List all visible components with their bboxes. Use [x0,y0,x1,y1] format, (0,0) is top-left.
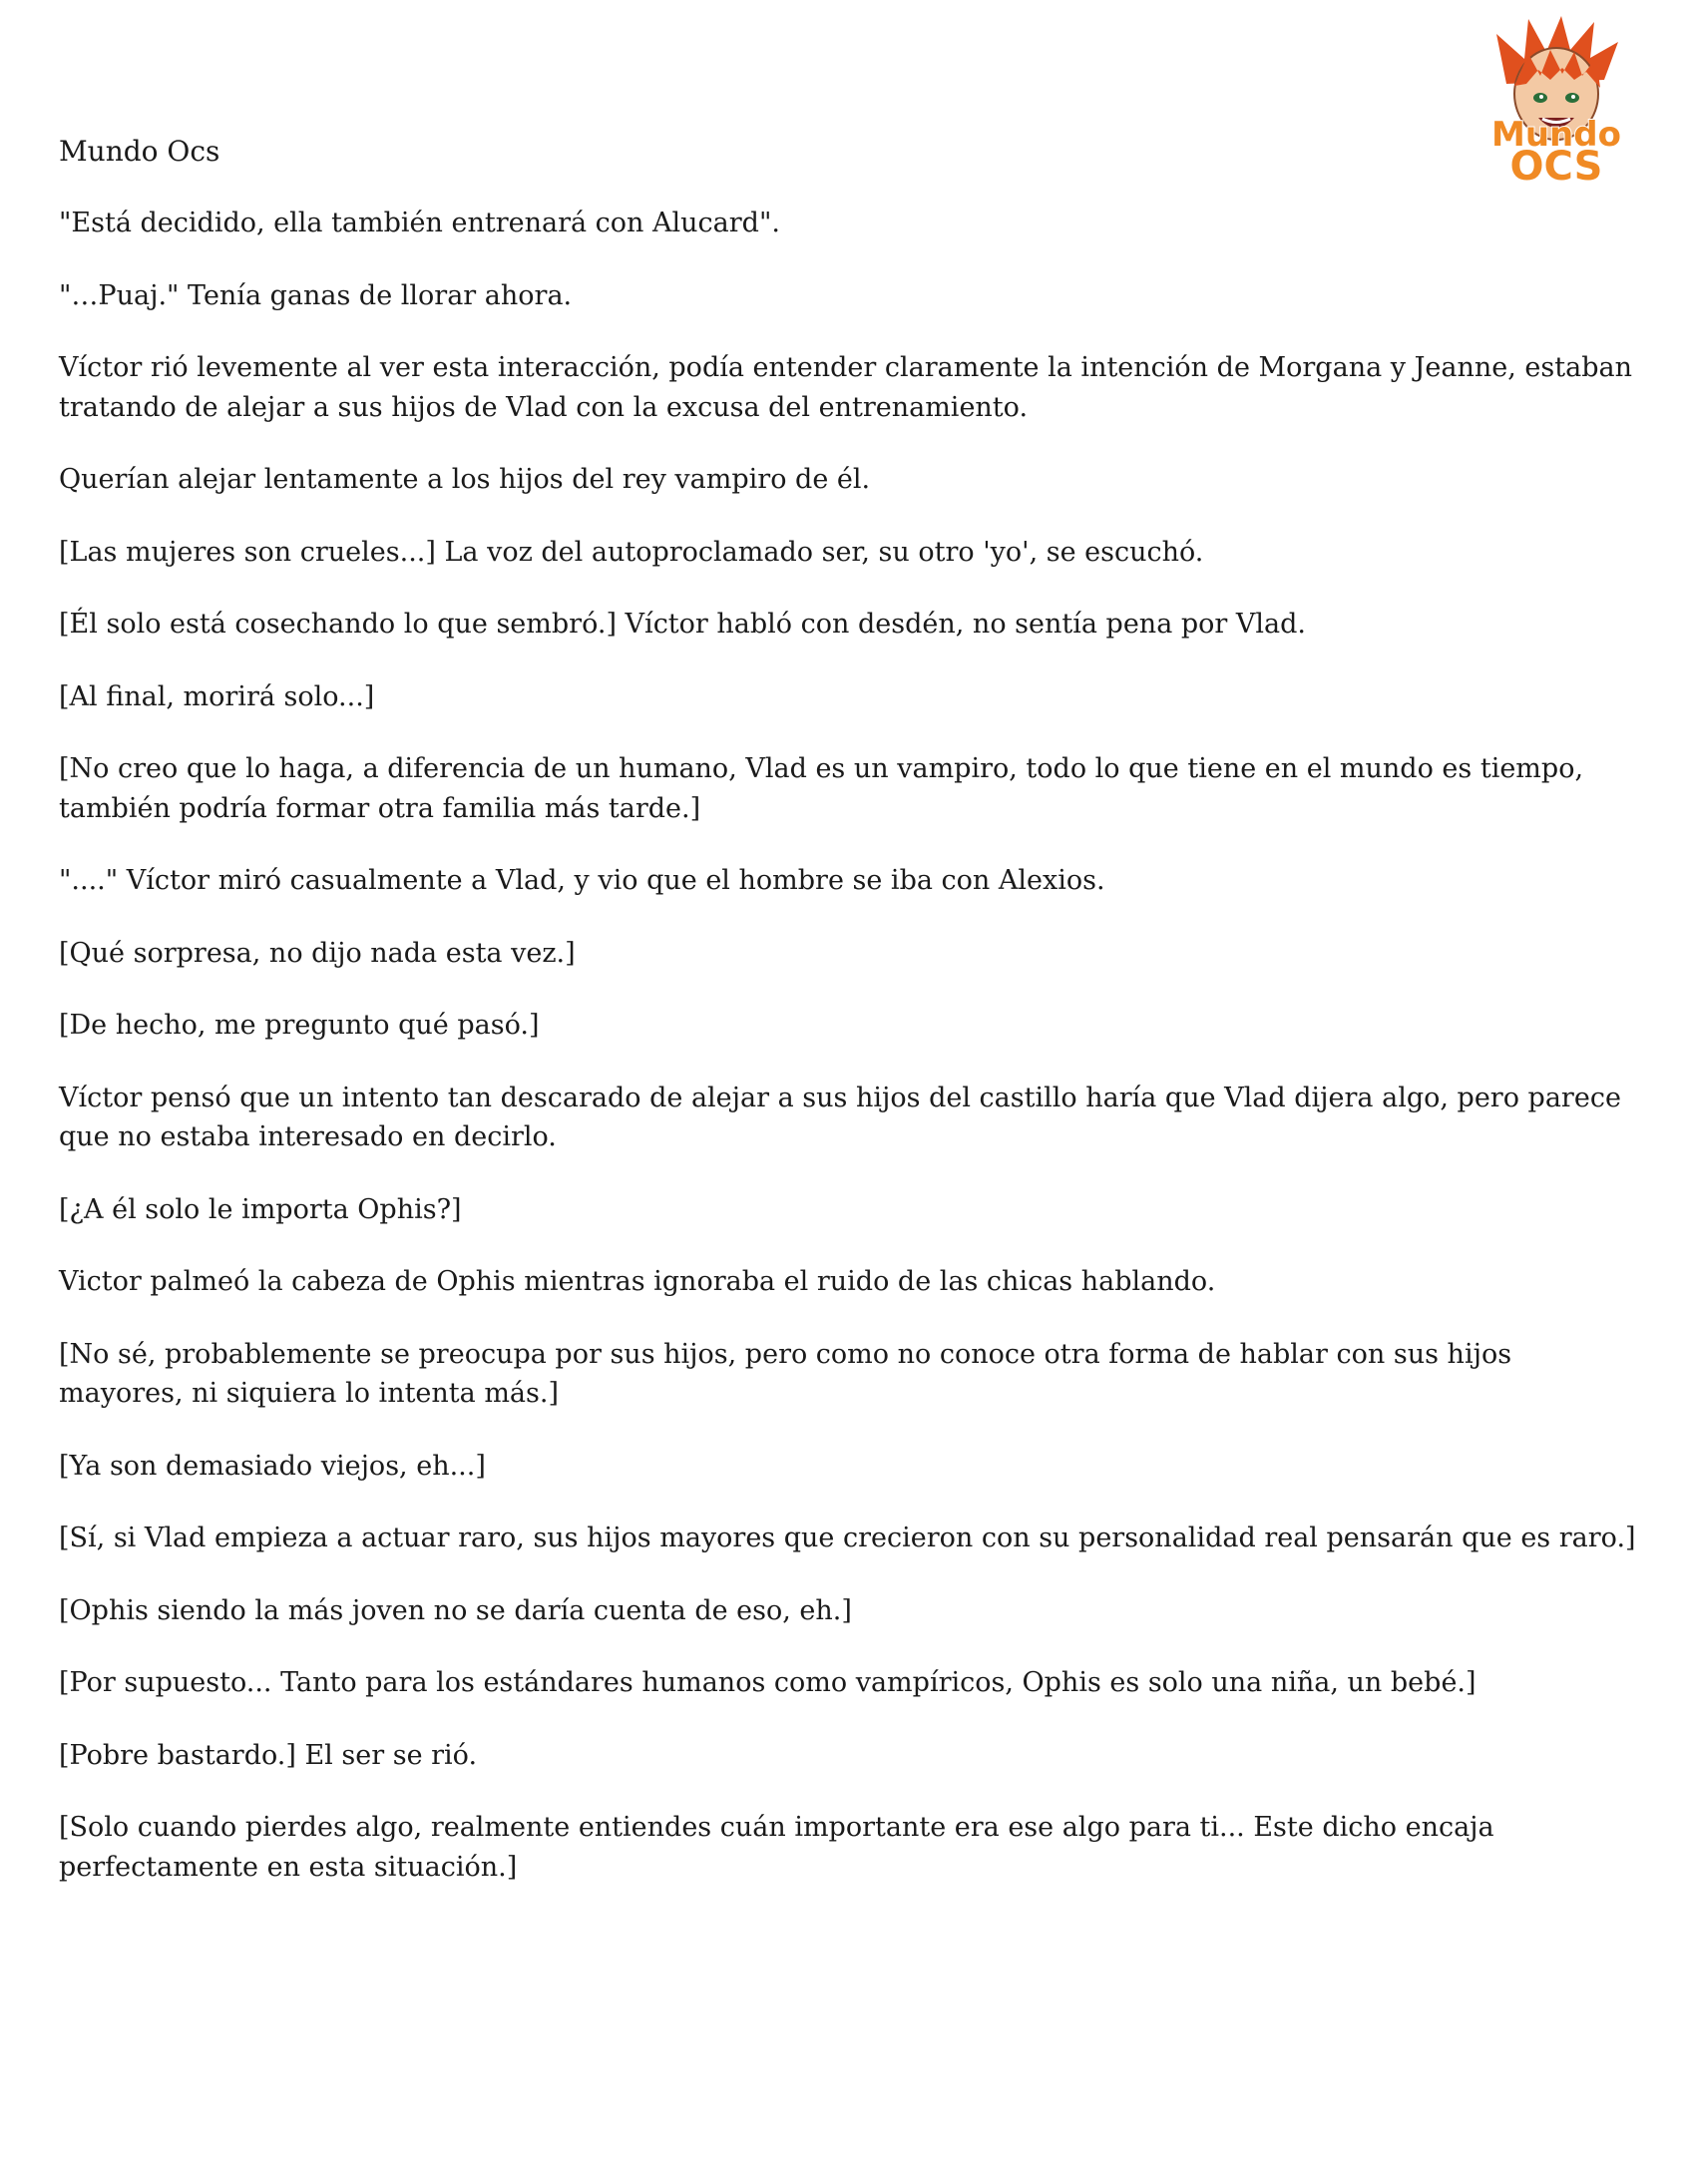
paragraph: [Ophis siendo la más joven no se daría cuenta de eso, eh.] [59,1594,852,1626]
paragraph: [Él solo está cosechando lo que sembró.] Víctor habló con desdén, no sentía pena por Vlad. [59,609,1307,640]
paragraph: [Qué sorpresa, no dijo nada esta vez.] [59,937,576,969]
paragraph: Querían alejar lentamente a los hijos del rey vampiro de él. [59,464,871,495]
document-body [59,204,1640,1920]
paragraph: Víctor pensó que un intento tan descarado de alejar a sus hijos del castillo haría que Vlad dijera algo, pero parece que no estaba interesado en decirlo. [59,1082,1621,1152]
paragraph: [Pobre bastardo.] El ser se rió. [59,1739,478,1771]
paragraph: [Las mujeres son crueles...] La voz del autoproclamado ser, su otro 'yo', se escuchó. [59,536,1204,568]
paragraph: [¿A él solo le importa Ophis?] [59,1193,462,1225]
paragraph: [No creo que lo haga, a diferencia de un humano, Vlad es un vampiro, todo lo que tiene en el mundo es tiempo, también podría formar otra familia más tarde.] [59,753,1584,824]
paragraph: [Al final, morirá solo...] [59,680,375,712]
paragraph: "...." Víctor miró casualmente a Vlad, y vio que el hombre se iba con Alexios. [59,865,1105,896]
logo-text-bottom: OCS [1509,144,1603,186]
paragraph: [Por supuesto... Tanto para los estándares humanos como vampíricos, Ophis es solo una niña, un bebé.] [59,1667,1477,1698]
paragraph: [Ya son demasiado viejos, eh...] [59,1450,486,1482]
logo-text-top: Mundo [1491,115,1621,155]
paragraph: Víctor rió levemente al ver esta interacción, podía entender claramente la intención de Morgana y Jeanne, estaban tratando de alejar a sus hijos de Vlad con la excusa del entrenamiento. [59,352,1632,423]
paragraph: Victor palmeó la cabeza de Ophis mientras ignoraba el ruido de las chicas hablando. [59,1266,1216,1297]
paragraph: "…Puaj." Tenía ganas de llorar ahora. [59,279,573,311]
paragraph: [De hecho, me pregunto qué pasó.] [59,1010,540,1041]
paragraph: [No sé, probablemente se preocupa por sus hijos, pero como no conoce otra forma de hablar con sus hijos mayores, ni siquiera lo intenta más.] [59,1338,1512,1409]
paragraph: [Solo cuando pierdes algo, realmente entiendes cuán importante era ese algo para ti... Este dicho encaja perfectamente en esta situación.] [59,1812,1494,1883]
paragraph: "Está decidido, ella también entrenará con Alucard". [59,208,780,238]
site-title: Mundo Ocs [59,135,220,168]
mundo-ocs-logo [1467,14,1646,186]
paragraph: [Sí, si Vlad empieza a actuar raro, sus hijos mayores que crecieron con su personalidad real pensarán que es raro.] [59,1523,1636,1553]
